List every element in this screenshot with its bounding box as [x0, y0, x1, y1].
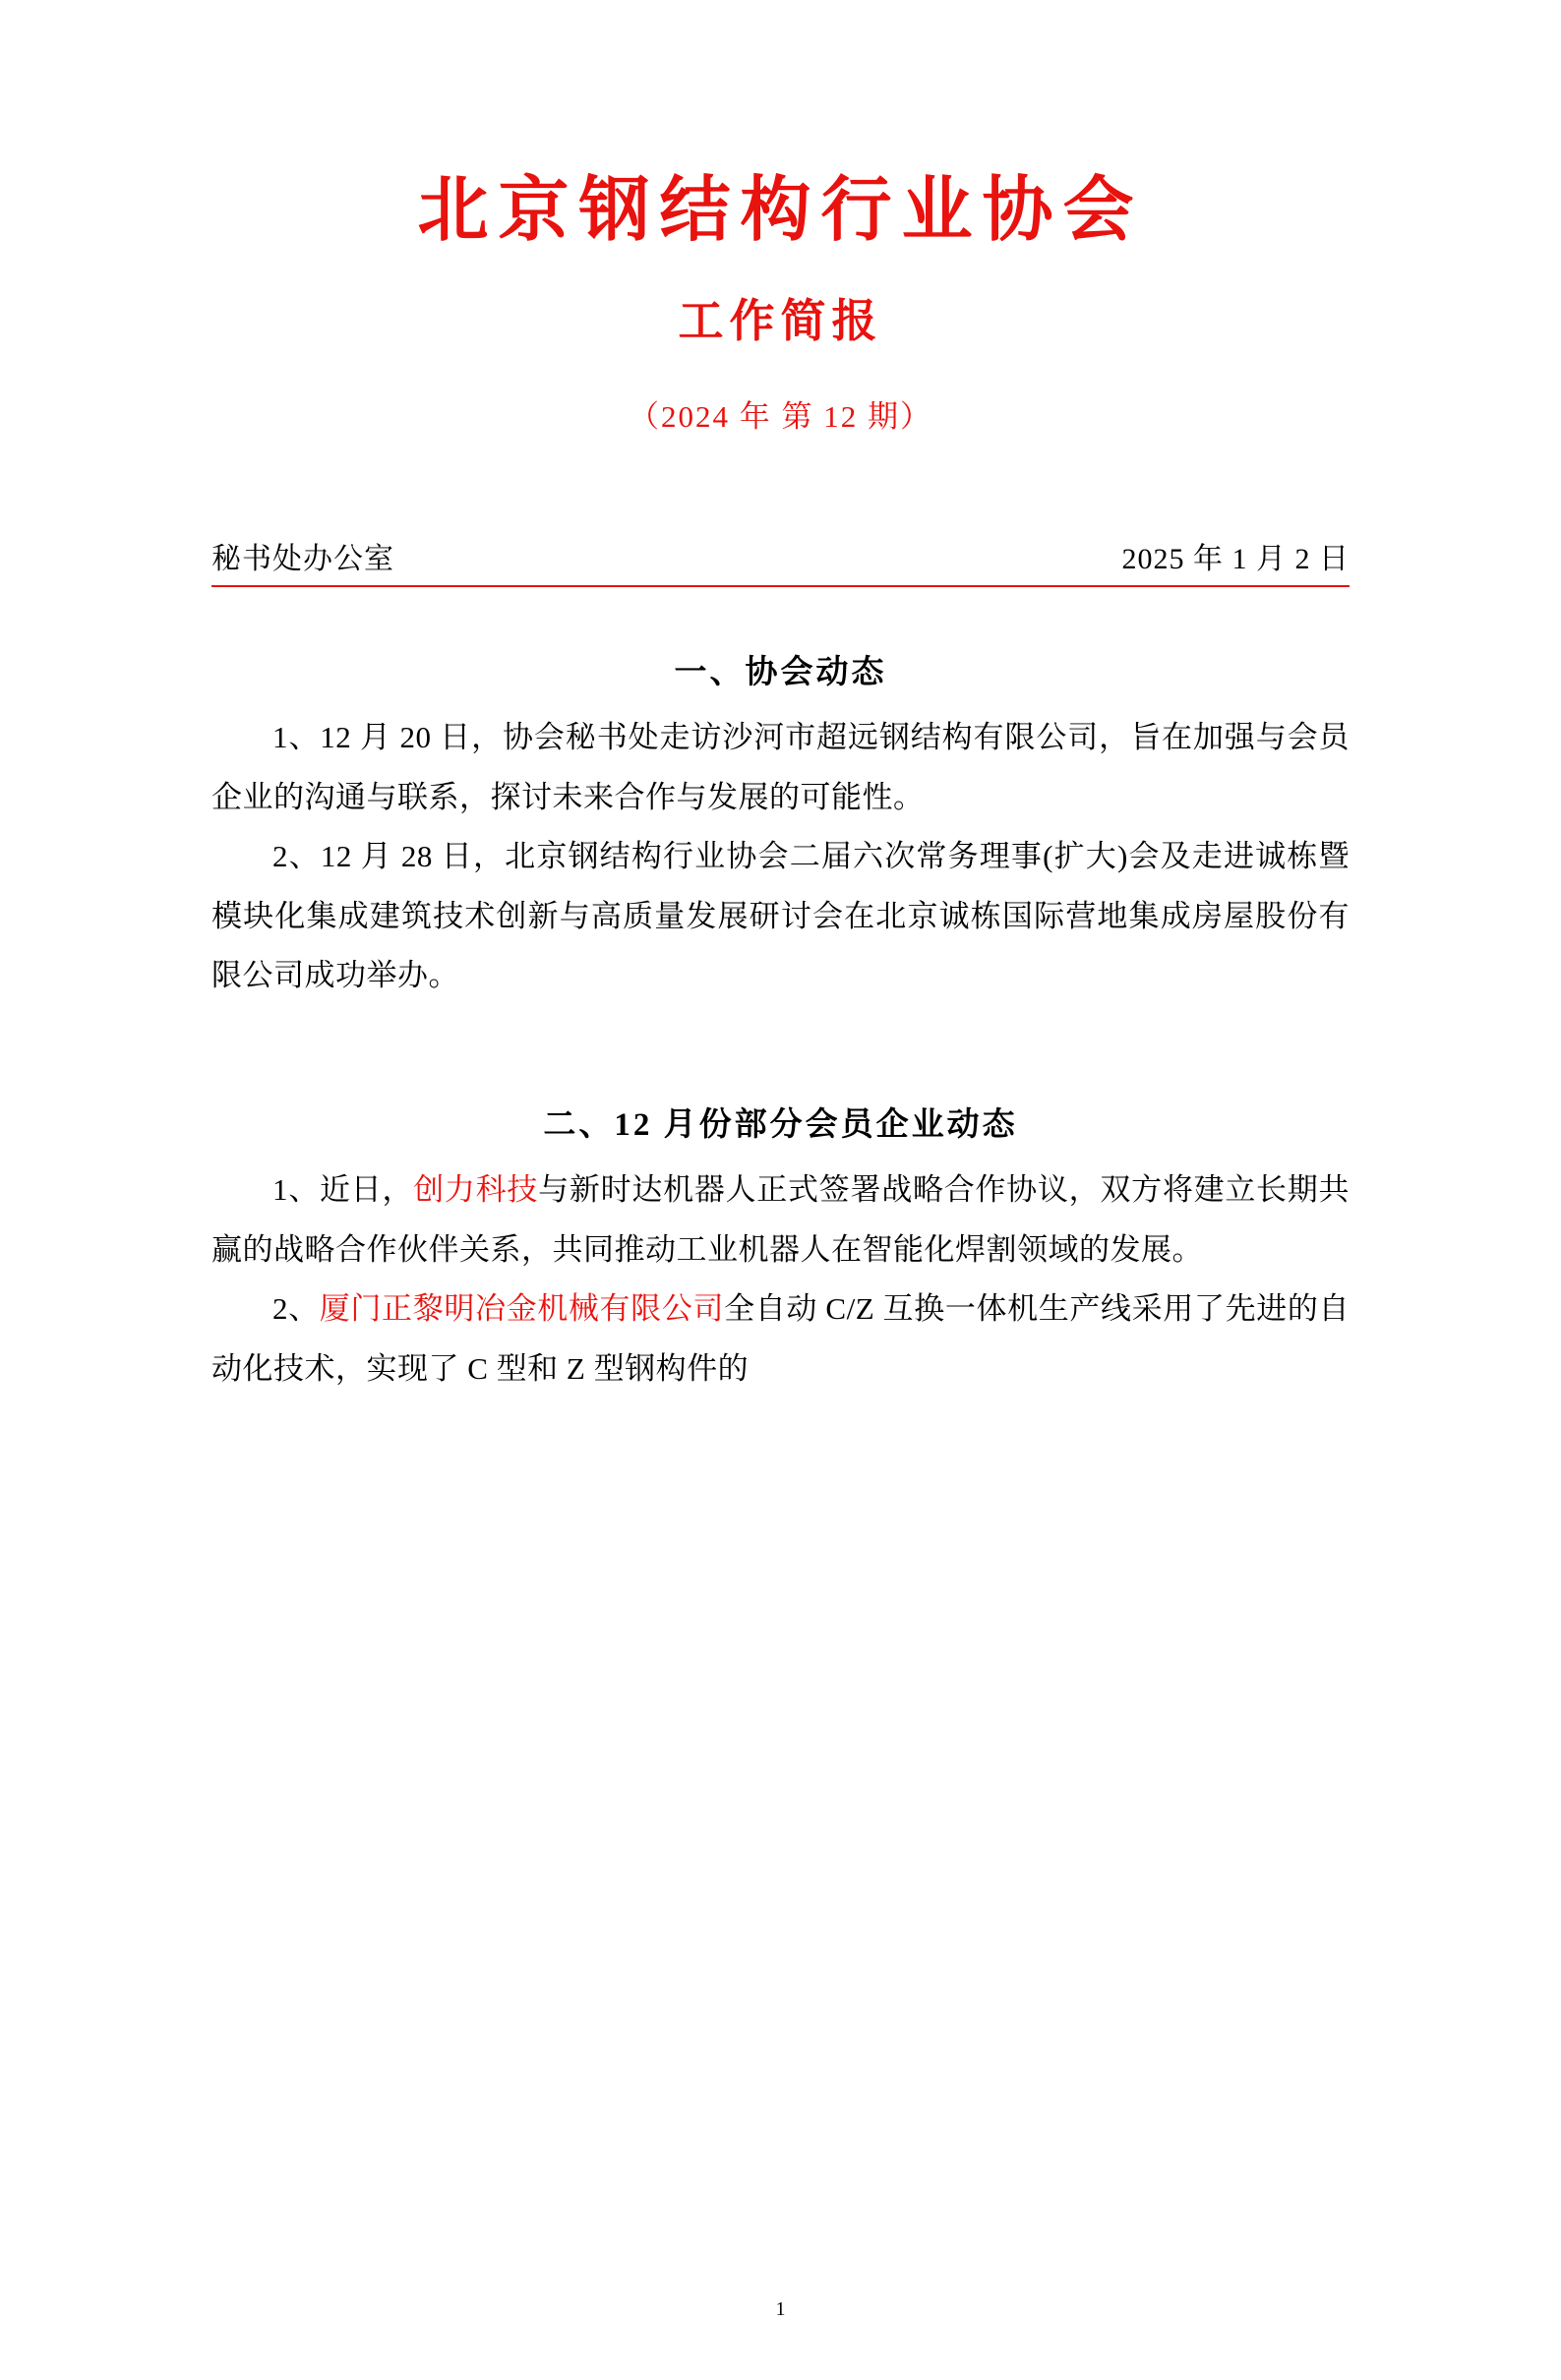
paragraph-2-1 — [211, 1160, 1350, 1279]
member-company-name-2: 厦门正黎明冶金机械有限公司 — [319, 1291, 725, 1327]
document-page — [0, 172, 1561, 2380]
paragraph-2-2-lead: 2、 — [272, 1291, 320, 1327]
paragraph-2-2-rest: 全自动 C/Z 互换一体机生产线采用了先进的自动化技术，实现了 C 型和 Z 型钢构件的 — [211, 1291, 1350, 1386]
section-heading-2: 二、12 月份部分会员企业动态 — [543, 1107, 1018, 1144]
document-kind-title: 工作简报 — [678, 296, 883, 347]
member-company-name-1: 创力科技 — [413, 1172, 539, 1208]
issuing-office: 秘书处办公室 — [211, 543, 394, 576]
paragraph-2-2 — [211, 1279, 1350, 1398]
organization-title: 北京钢结构行业协会 — [417, 171, 1144, 250]
section-heading-1: 一、协会动态 — [674, 655, 887, 691]
paragraph-1-1: 1、12 月 20 日，协会秘书处走访沙河市超远钢结构有限公司，旨在加强与会员企业的沟通与联系，探讨未来合作与发展的可能性。 — [211, 720, 1350, 814]
page-number: 1 — [775, 2298, 786, 2320]
issue-date: 2025 年 1 月 2 日 — [1121, 543, 1350, 576]
paragraph-2-1-rest: 与新时达机器人正式签署战略合作协议，双方将建立长期共赢的战略合作伙伴关系，共同推动工业机器人在智能化焊割领域的发展。 — [211, 1172, 1351, 1267]
issuer-row — [211, 534, 1350, 587]
paragraph-1-2: 2、12 月 28 日，北京钢结构行业协会二届六次常务理事(扩大)会及走进诚栋暨模块化集成建筑技术创新与高质量发展研讨会在北京诚栋国际营地集成房屋股份有限公司成功举办。 — [211, 839, 1350, 992]
paragraph-2-1-lead: 1、近日， — [272, 1172, 414, 1208]
masthead — [211, 172, 1350, 436]
issue-number: （2024 年 第 12 期） — [629, 399, 932, 435]
